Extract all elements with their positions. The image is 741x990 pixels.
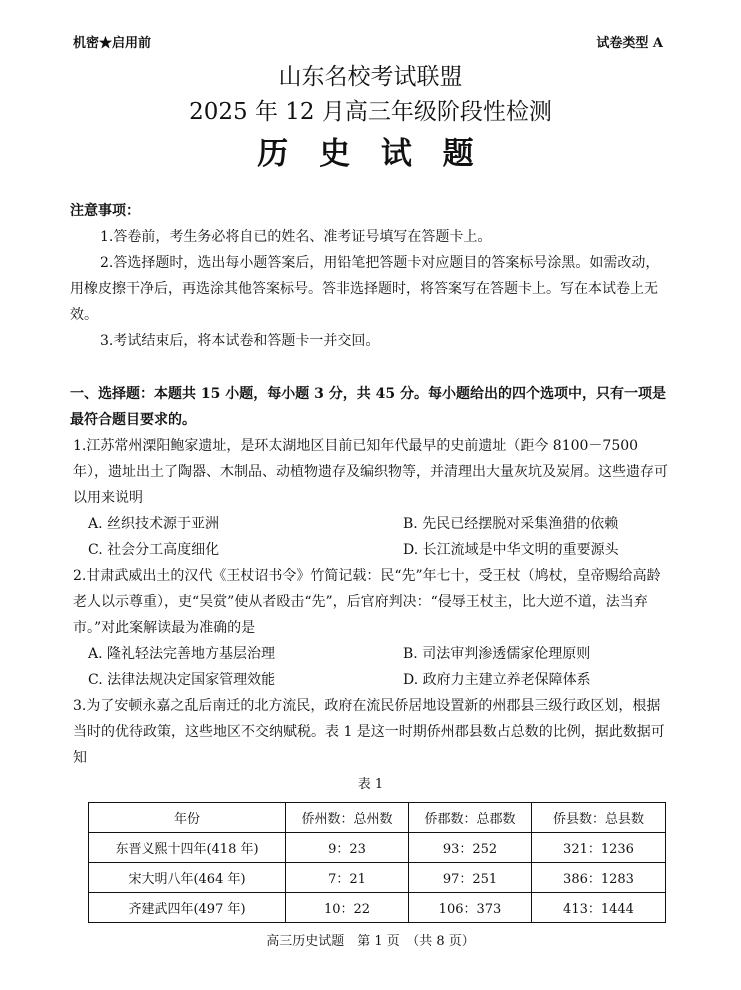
page-footer: 高三历史试题 第 1 页 （共 8 页） (266, 934, 475, 949)
table-cell: 7：21 (286, 863, 409, 893)
question-3-stem: 3.为了安顿永嘉之乱后南迁的北方流民，政府在流民侨居地设置新的州郡县三级行政区划，根据当时的优待政策，这些地区不交纳赋税。表 1 是这一时期侨州郡县数占总数的比例，据此数据可知 (73, 698, 665, 766)
table-cell: 9：23 (286, 833, 409, 863)
question-1-option-a: A. 丝织技术源于亚洲 (88, 516, 220, 532)
table-cell: 386：1283 (532, 863, 666, 893)
table-header-cell: 侨郡数：总郡数 (409, 803, 532, 833)
table-cell: 321：1236 (532, 833, 666, 863)
question-1-option-d: D. 长江流域是中华文明的重要源头 (403, 542, 619, 558)
table-cell: 10：22 (286, 893, 409, 923)
section-heading: 一、选择题：本题共 15 小题，每小题 3 分，共 45 分。每小题给出的四个选项中，只有一项是最符合题目要求的。 (70, 386, 666, 428)
notes-heading: 注意事项： (70, 203, 140, 219)
table-row (89, 863, 666, 893)
table-caption: 表 1 (357, 777, 384, 792)
question-2-option-c: C. 法律法规决定国家管理效能 (88, 672, 276, 688)
note-item-3: 3.考试结束后，将本试卷和答题卡一并交回。 (100, 333, 380, 349)
table-cell: 413：1444 (532, 893, 666, 923)
question-2-stem: 2.甘肃武威出土的汉代《王杖诏书令》竹简记载：民“先”年七十，受王杖（鸠杖，皇帝赐给高龄老人以示尊重），吏“吴赏”使从者殴击“先”，后官府判决：“侵辱王杖主，比大逆不道，法当弃市。”对此案解读最为准确的是 (73, 568, 661, 636)
data-table (88, 802, 666, 923)
table-row (89, 833, 666, 863)
note-item-2: 2.答选择题时，选出每小题答案后，用铅笔把答题卡对应题目的答案标号涂黑。如需改动，用橡皮擦干净后，再选涂其他答案标号。答非选择题时，将答案写在答题卡上。写在本试卷上无效。 (70, 255, 660, 323)
subject-title: 历 史 试 题 (257, 136, 484, 172)
table-cell: 93：252 (409, 833, 532, 863)
question-2-option-a: A. 隆礼轻法完善地方基层治理 (88, 646, 276, 662)
question-2-option-b: B. 司法审判渗透儒家伦理原则 (403, 646, 591, 662)
table-cell: 齐建武四年(497 年) (89, 893, 286, 923)
question-1-option-b: B. 先民已经摆脱对采集渔猎的依赖 (403, 516, 619, 532)
table-header-cell: 年份 (89, 803, 286, 833)
question-1-option-c: C. 社会分工高度细化 (88, 542, 220, 558)
exam-organizer-title: 山东名校考试联盟 (278, 64, 463, 90)
confidential-label: 机密★启用前 (73, 36, 152, 51)
note-item-1: 1.答卷前，考生务必将自已的姓名、准考证号填写在答题卡上。 (100, 229, 492, 245)
question-1-stem: 1.江苏常州溧阳鲍家遗址，是环太湖地区目前已知年代最早的史前遗址（距今 8100－7500 年），遗址出土了陶器、木制品、动植物遗存及编织物等，并清理出大量灰坑及炭屑。这些遗存可以用来说明 (73, 438, 668, 506)
exam-name-title: 2025 年 12 月高三年级阶段性检测 (189, 99, 552, 125)
table-cell: 106：373 (409, 893, 532, 923)
table-cell: 宋大明八年(464 年) (89, 863, 286, 893)
paper-type-label: 试卷类型 A (596, 36, 663, 51)
table-row (89, 893, 666, 923)
table-header-row (89, 803, 666, 833)
table-header-cell: 侨州数：总州数 (286, 803, 409, 833)
table-cell: 东晋义熙十四年(418 年) (89, 833, 286, 863)
table-header-cell: 侨县数：总县数 (532, 803, 666, 833)
table-cell: 97：251 (409, 863, 532, 893)
question-2-option-d: D. 政府力主建立养老保障体系 (403, 672, 591, 688)
